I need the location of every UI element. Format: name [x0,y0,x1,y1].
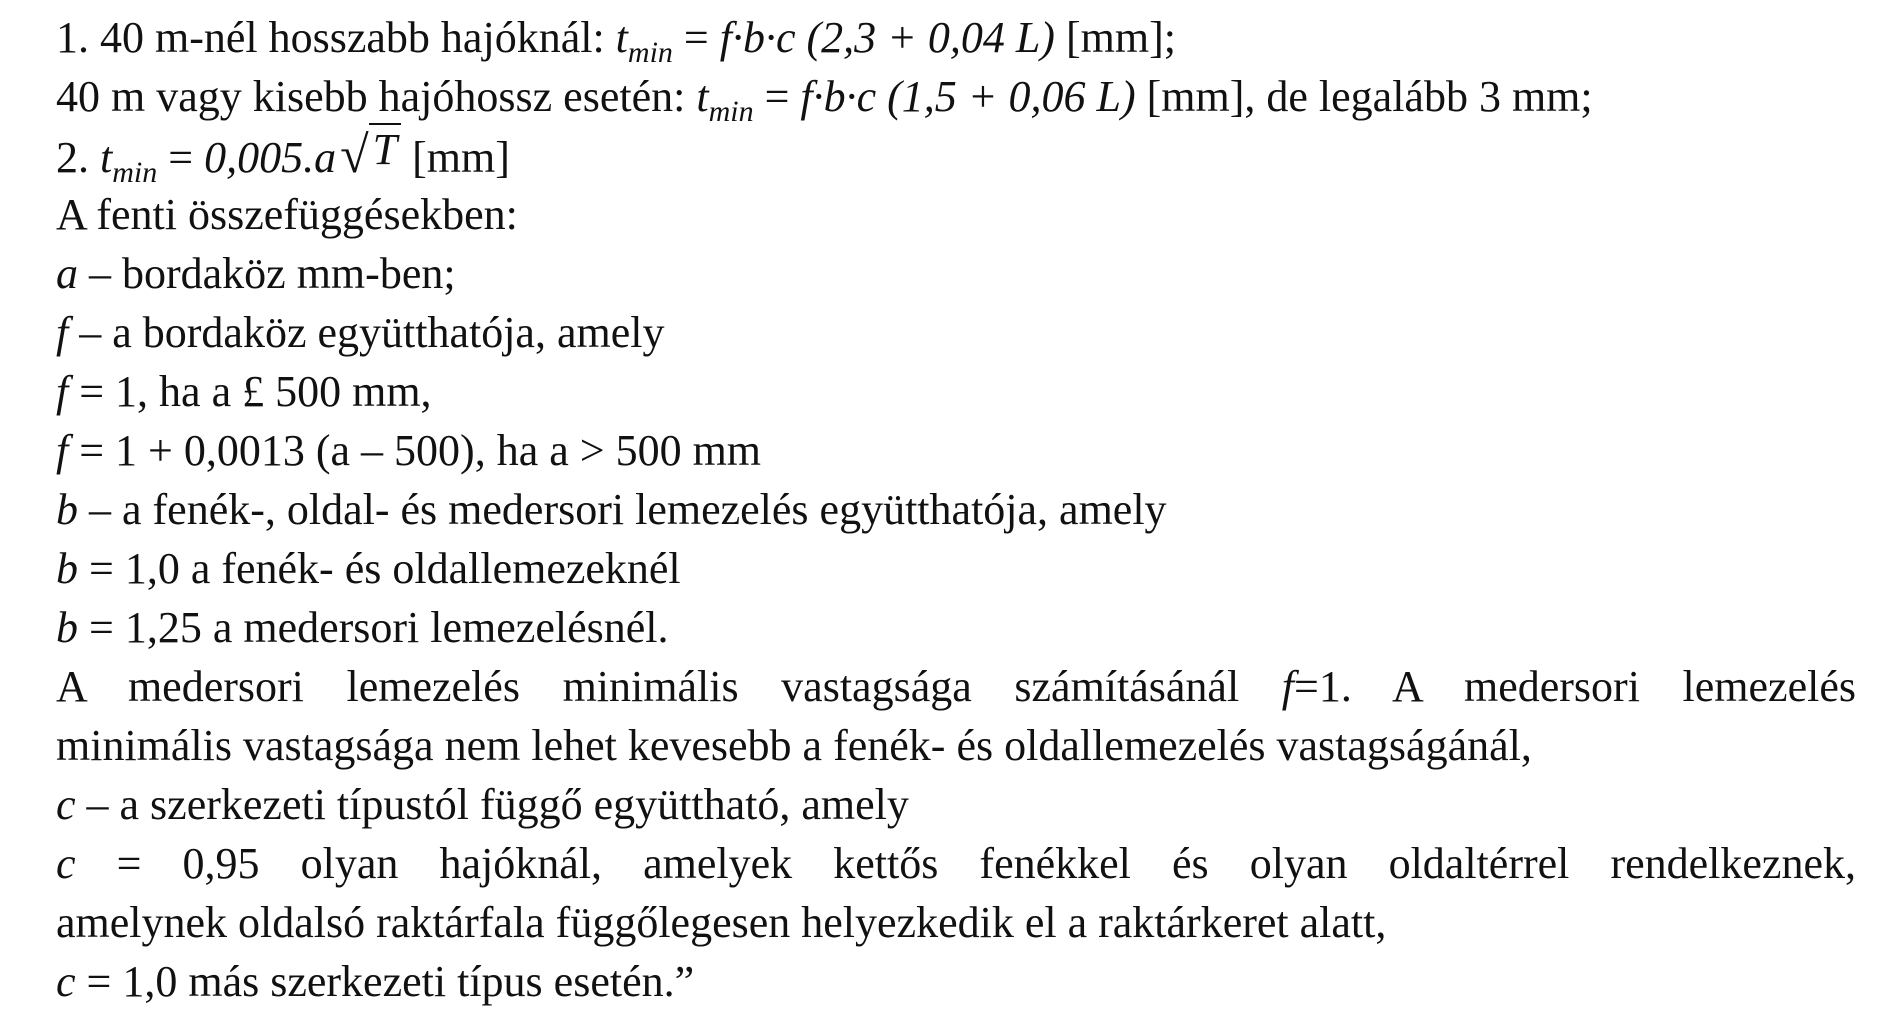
subscript-min: min [112,156,158,189]
equals: = [157,133,205,182]
text: = 1, ha a £ 500 mm, [68,367,432,416]
variable-t: t [100,133,113,182]
text: A fenti összefüggésekben: [56,190,518,239]
variable-c: c [56,780,76,829]
variable-b: b [56,603,78,652]
subscript-min: min [708,95,754,128]
text: 2. [56,133,100,182]
text: A medersori lemezelés minimális vastagsága számításánál [56,662,1282,711]
equals: = [753,72,801,121]
subscript-min: min [627,36,673,69]
unit-text: [mm]; [1054,13,1176,62]
radical-sign: √ [340,127,369,184]
text: – a szerkezeti típustól függő együttható, amely [75,780,909,829]
b-case-2 [56,598,1856,657]
text: = 1,0 más szerkezeti típus esetén.” [75,957,695,1006]
radicand-T: T [369,123,401,174]
definition-a [56,244,1856,303]
intro-line [56,185,1856,244]
text: – a bordaköz együtthatója, amely [68,308,665,357]
formula-line-1 [56,8,1856,67]
variable-f: f [56,426,69,475]
definition-b [56,480,1856,539]
definition-f [56,303,1856,362]
formula-expression: f·b·c (2,3 + 0,04 L) [719,13,1055,62]
c-case-1-continued [56,893,1856,952]
text: – a fenék-, oldal- és medersori lemezelés együtthatója, amely [78,485,1167,534]
text: 40 m vagy kisebb hajóhossz esetén: [56,72,697,121]
formula-line-3 [56,125,1856,189]
variable-b: b [56,544,78,593]
square-root [340,126,401,187]
unit-text: [mm], de legalább 3 mm; [1135,72,1593,121]
text: 1. 40 m-nél hosszabb hajóknál: [56,13,616,62]
text: = 1,0 a fenék- és oldallemezeknél [78,544,681,593]
variable-b: b [56,485,78,534]
variable-c: c [56,839,76,888]
variable-f: f [56,308,69,357]
b-case-1 [56,539,1856,598]
text: = 1,25 a medersori lemezelésnél. [78,603,669,652]
variable-f: f [56,367,69,416]
text: minimális vastagsága nem lehet kevesebb a fenék- és oldallemezelés vastagságánál, [56,721,1532,770]
text: amelynek oldalsó raktárfala függőlegesen helyezkedik el a raktárkeret alatt, [56,898,1387,947]
c-case-2 [56,952,1856,1011]
definition-c [56,775,1856,834]
variable-a: a [56,249,78,298]
variable-t: t [615,13,628,62]
text: =1. A medersori lemezelés [1294,662,1856,711]
document-body [56,8,1856,1011]
c-case-1 [56,834,1856,893]
paragraph-line-2 [56,716,1856,775]
formula-expression: f·b·c (1,5 + 0,06 L) [800,72,1136,121]
variable-f: f [1281,662,1295,711]
f-case-2 [56,421,1856,480]
f-case-1 [56,362,1856,421]
equals: = [672,13,720,62]
variable-c: c [56,957,76,1006]
formula-line-2 [56,67,1856,126]
unit-text: [mm] [401,133,510,182]
text: = 0,95 olyan hajóknál, amelyek kettős fenékkel és olyan oldaltérrel rendelkeznek, [75,839,1856,888]
text: = 1 + 0,0013 (a – 500), ha a > 500 mm [68,426,762,475]
variable-t: t [696,72,709,121]
formula-expression: 0,005.a [204,133,337,182]
paragraph-line-1 [56,657,1856,716]
text: – bordaköz mm-ben; [78,249,456,298]
